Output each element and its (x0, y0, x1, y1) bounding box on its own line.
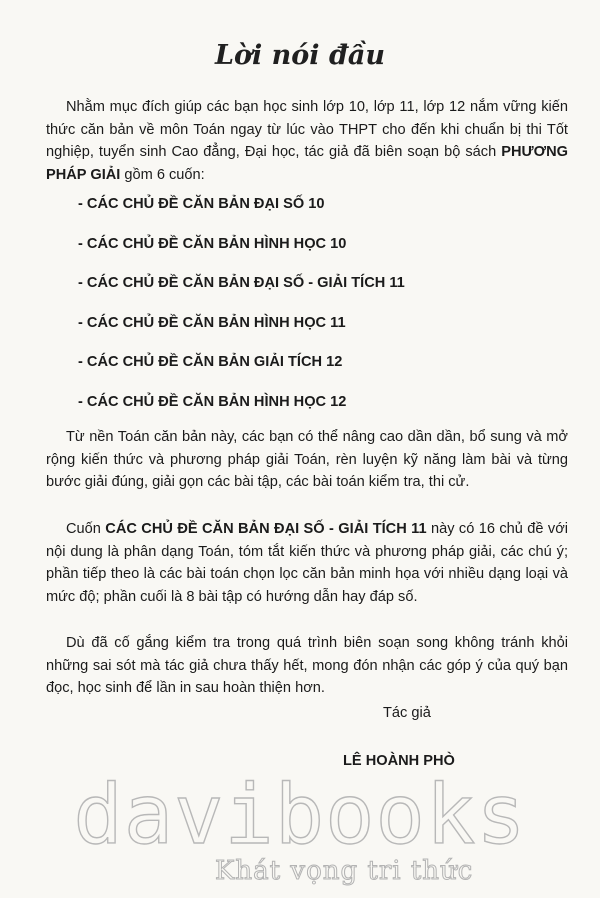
book-description-title: CÁC CHỦ ĐỀ CĂN BẢN ĐẠI SỐ - GIẢI TÍCH 11 (105, 521, 427, 537)
watermark-brand: davibooks (73, 768, 527, 863)
author-name: LÊ HOÀNH PHÒ (343, 753, 455, 769)
closing-paragraph: Dù đã cố gắng kiểm tra trong quá trình biên soạn song không tránh khỏi những sai sót mà tác giả chưa thấy hết, mong đón nhận các góp ý của quý bạn đọc, học sinh để lần in sau hoàn thiện hơn. (46, 635, 568, 696)
book-list-item: - CÁC CHỦ ĐỀ CĂN BẢN ĐẠI SỐ - GIẢI TÍCH 11 (78, 275, 405, 291)
page-title: Lời nói đầu (215, 40, 385, 71)
extension-paragraph: Từ nền Toán căn bản này, các bạn có thể nâng cao dần dần, bổ sung và mở rộng kiến thức và phương pháp giải Toán, rèn luyện kỹ năng làm bài và từng bước giải đúng, giải gọn các bài tập, các bài toán kiểm tra, thi cử. (46, 429, 568, 490)
intro-text-1: Nhằm mục đích giúp các bạn học sinh lớp 10, lớp 11, lớp 12 nắm vững kiến thức căn bản về môn Toán ngay từ lúc vào THPT cho đến khi chuẩn bị thi Tốt nghiệp, tuyển sinh Cao đẳng, Đại học, tác giả đã biên soạn bộ sách (46, 99, 568, 160)
book-list-item: - CÁC CHỦ ĐỀ CĂN BẢN HÌNH HỌC 11 (78, 314, 346, 331)
book-list-item: - CÁC CHỦ ĐỀ CĂN BẢN GIẢI TÍCH 12 (78, 354, 343, 370)
book-list-item: - CÁC CHỦ ĐỀ CĂN BẢN HÌNH HỌC 12 (78, 393, 347, 410)
book-description-prefix: Cuốn (66, 521, 106, 537)
watermark-slogan: Khát vọng tri thức (215, 856, 474, 886)
author-label: Tác giả (383, 705, 431, 721)
book-list-item: - CÁC CHỦ ĐỀ CĂN BẢN ĐẠI SỐ 10 (78, 196, 325, 212)
intro-text-2: gồm 6 cuốn: (120, 166, 205, 183)
book-description-paragraph (46, 518, 568, 608)
series-name: PHƯƠNG PHÁP GIẢI (46, 144, 568, 183)
book-list-item: - CÁC CHỦ ĐỀ CĂN BẢN HÌNH HỌC 10 (78, 235, 347, 252)
intro-paragraph (46, 96, 568, 186)
book-list (78, 193, 405, 430)
book-description-rest: này có 16 chủ đề với nội dung là phân dạng Toán, tóm tắt kiến thức và phương pháp giải, các chú ý; phần tiếp theo là các bài toán chọn lọc căn bản minh họa với nhiều dạng loại và mức độ; phần cuối là 8 bài tập có hướng dẫn hay đáp số. (46, 521, 569, 605)
